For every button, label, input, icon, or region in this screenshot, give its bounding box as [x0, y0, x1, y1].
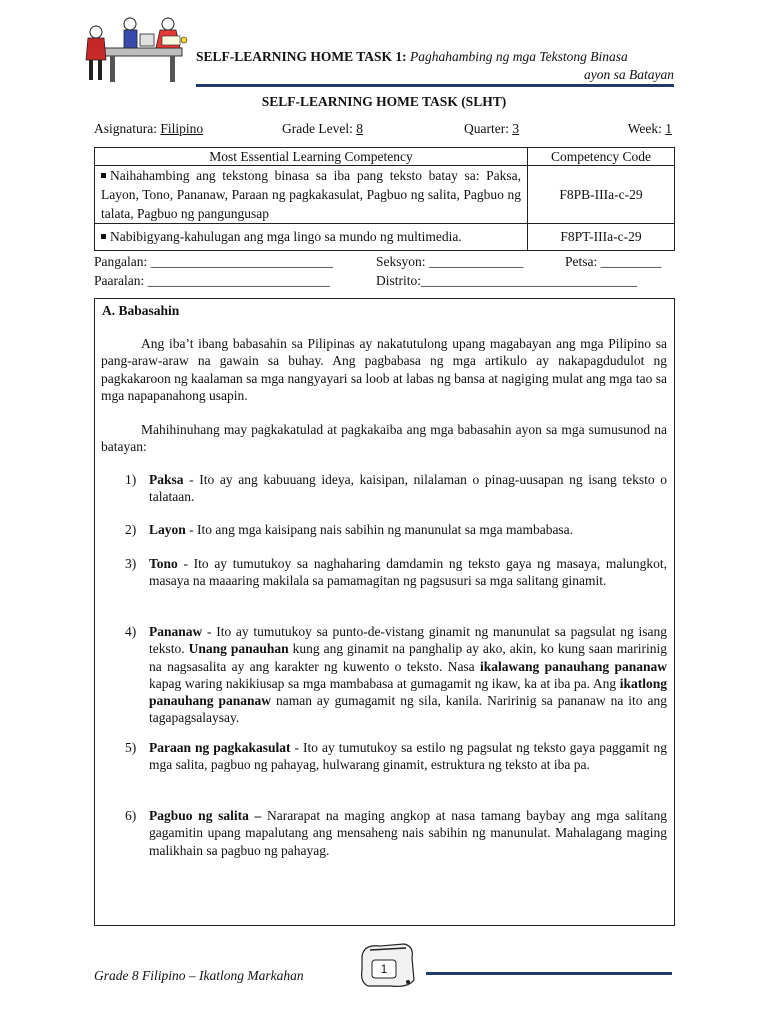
header-title-bold: SELF-LEARNING HOME TASK 1:	[196, 49, 407, 64]
bullet-icon	[101, 234, 106, 239]
grade-field	[282, 121, 363, 137]
list-emphasis: ikalawang panauhang pananaw	[480, 658, 667, 674]
table-row	[95, 224, 675, 251]
list-sep: -	[177, 556, 194, 571]
list-item	[125, 521, 667, 538]
table-row	[95, 166, 675, 224]
list-number: 4)	[125, 624, 137, 639]
asignatura-field	[94, 121, 203, 137]
table-header-row	[95, 148, 675, 166]
pangalan-field[interactable]: Pangalan: ___________________________	[94, 254, 333, 269]
column-header: Most Essential Learning Competency	[95, 148, 528, 166]
competency-cell	[95, 224, 528, 251]
paragraph-intro: Ang iba’t ibang babasahin sa Pilipinas ay nakatutulong upang magabayan ang mga Pilipino sa pang-araw-araw na gawain sa buhay. Ang pagbabasa ng mga artikulo ay nakapagdudulot ng pagkakaroon ng kaalaman sa mga nangyayari sa loob at labas ng bansa at nagiging mulat ang mga tao sa mga napapanahong usapin.	[101, 336, 667, 403]
column-header: Competency Code	[528, 148, 675, 166]
list-number: 1)	[125, 472, 137, 487]
list-term: Pagbuo ng salita –	[149, 808, 262, 823]
page-number: 1	[380, 962, 388, 976]
header-subtitle: Paghahambing ng mga Tekstong Binasa	[410, 49, 628, 64]
competency-code: F8PB-IIIa-c-29	[528, 166, 675, 224]
quarter-value: 3	[512, 121, 520, 136]
list-item	[125, 623, 667, 727]
list-text: kapag waring nakikiusap sa mga mambabasa at gumagamit ng ikaw, ka at iba pa. Ang	[149, 675, 620, 691]
list-item	[125, 555, 667, 590]
list-sep: -	[202, 624, 217, 639]
list-term: Layon	[149, 522, 186, 537]
list-term: Paksa	[149, 472, 184, 487]
header-title	[196, 48, 674, 82]
list-number: 3)	[125, 556, 137, 571]
competency-text: Nabibigyang-kahulugan ang mga lingo sa mundo ng multimedia.	[110, 229, 462, 244]
footer-text: Grade 8 Filipino – Ikatlong Markahan	[94, 968, 304, 983]
header-subtitle-line2: ayon sa Batayan	[584, 67, 674, 82]
list-term: Pananaw	[149, 624, 203, 639]
footer-rule	[426, 972, 672, 975]
quarter-label: Quarter:	[464, 121, 509, 136]
list-text: Nararapat na maging angkop at nasa tamang baybay ang mga salitang gagamitin upang mapalutang ang mensaheng nais sabihin ng manunulat. Mahalagang maging malikhain sa pagbuo ng pahayag.	[149, 808, 667, 858]
petsa-field[interactable]: Petsa: _________	[565, 254, 662, 269]
list-number: 6)	[125, 808, 137, 823]
grade-label: Grade Level:	[282, 121, 353, 136]
list-term: Tono	[149, 556, 178, 571]
quarter-field	[464, 121, 519, 137]
students-at-table-logo	[84, 14, 194, 86]
list-number: 5)	[125, 740, 137, 755]
list-item	[125, 471, 667, 506]
competency-cell	[95, 166, 528, 224]
list-text: kung ang ginamit na panghalip ay ako, akin, ko kung saan maririnig na nagsasalita ay ang karakter ng kuwento o teksto. Nasa	[149, 641, 667, 674]
distrito-field[interactable]: Distrito:________________________________	[376, 273, 638, 288]
competency-table	[94, 147, 675, 251]
list-text: Ito ay tumutukoy sa punto-de-vistang ginamit ng manunulat sa pagsulat ng isang teksto.	[149, 624, 667, 657]
grade-value: 8	[356, 121, 363, 136]
seksyon-field[interactable]: Seksyon: ______________	[376, 254, 524, 269]
paragraph-batayan: Mahihinuhang may pagkakatulad at pagkakaiba ang mga babasahin ayon sa mga sumusunod na batayan:	[101, 422, 667, 455]
competency-code: F8PT-IIIa-c-29	[528, 224, 675, 251]
list-number: 2)	[125, 522, 137, 537]
week-label: Week:	[627, 121, 662, 136]
paaralan-field[interactable]: Paaralan: ___________________________	[94, 273, 330, 288]
list-text: Ito ay tumutukoy sa estilo ng pagsulat ng teksto gaya paggamit ng mga salita, pagbuo ng pahayag, hulwarang ginamit, estruktura ng teksto at iba pa.	[149, 740, 667, 773]
section-heading: A. Babasahin	[102, 303, 180, 318]
list-emphasis: ikatlong panauhang pananaw	[149, 675, 667, 709]
list-text: Ito ay ang kabuuang ideya, kaisipan, nilalaman o pinag-uusapan ng isang teksto o talataan.	[149, 472, 668, 505]
document-title: SELF-LEARNING HOME TASK (SLHT)	[261, 94, 507, 109]
bullet-icon	[101, 173, 106, 178]
asignatura-value: Filipino	[160, 121, 204, 136]
list-text: Ito ang mga kaisipang nais sabihin ng manunulat sa mga mambabasa.	[197, 522, 574, 537]
reading-section	[94, 298, 675, 926]
list-sep: -	[183, 472, 200, 487]
list-emphasis: Unang panauhan	[188, 641, 289, 657]
header-rule	[196, 84, 674, 87]
competency-text: Naihahambing ang tekstong binasa sa iba pang teksto batay sa: Paksa, Layon, Tono, Pananaw, Paraan ng pagkakasulat, Pagbuo ng salita, Pagbuo ng talata, Pagbuo ng pangungusap	[101, 168, 521, 221]
list-item	[125, 739, 667, 774]
list-term: Paraan ng pagkakasulat	[149, 740, 291, 755]
week-value: 1	[665, 121, 672, 136]
asignatura-label: Asignatura:	[94, 121, 157, 136]
list-item	[125, 807, 667, 859]
list-sep: -	[290, 740, 303, 755]
list-sep: -	[185, 522, 198, 537]
list-text: naman ay gumagamit ng sila, kanila. Naririnig sa pananaw na ito ang tagapagsalaysay.	[149, 693, 667, 726]
week-field	[628, 121, 672, 137]
list-text: Ito ay tumutukoy sa naghaharing damdamin ng teksto gaya ng masaya, malungkot, masaya na maaaring makilala sa pamamagitan ng pagsusuri sa mga salitang ginamit.	[149, 556, 667, 589]
